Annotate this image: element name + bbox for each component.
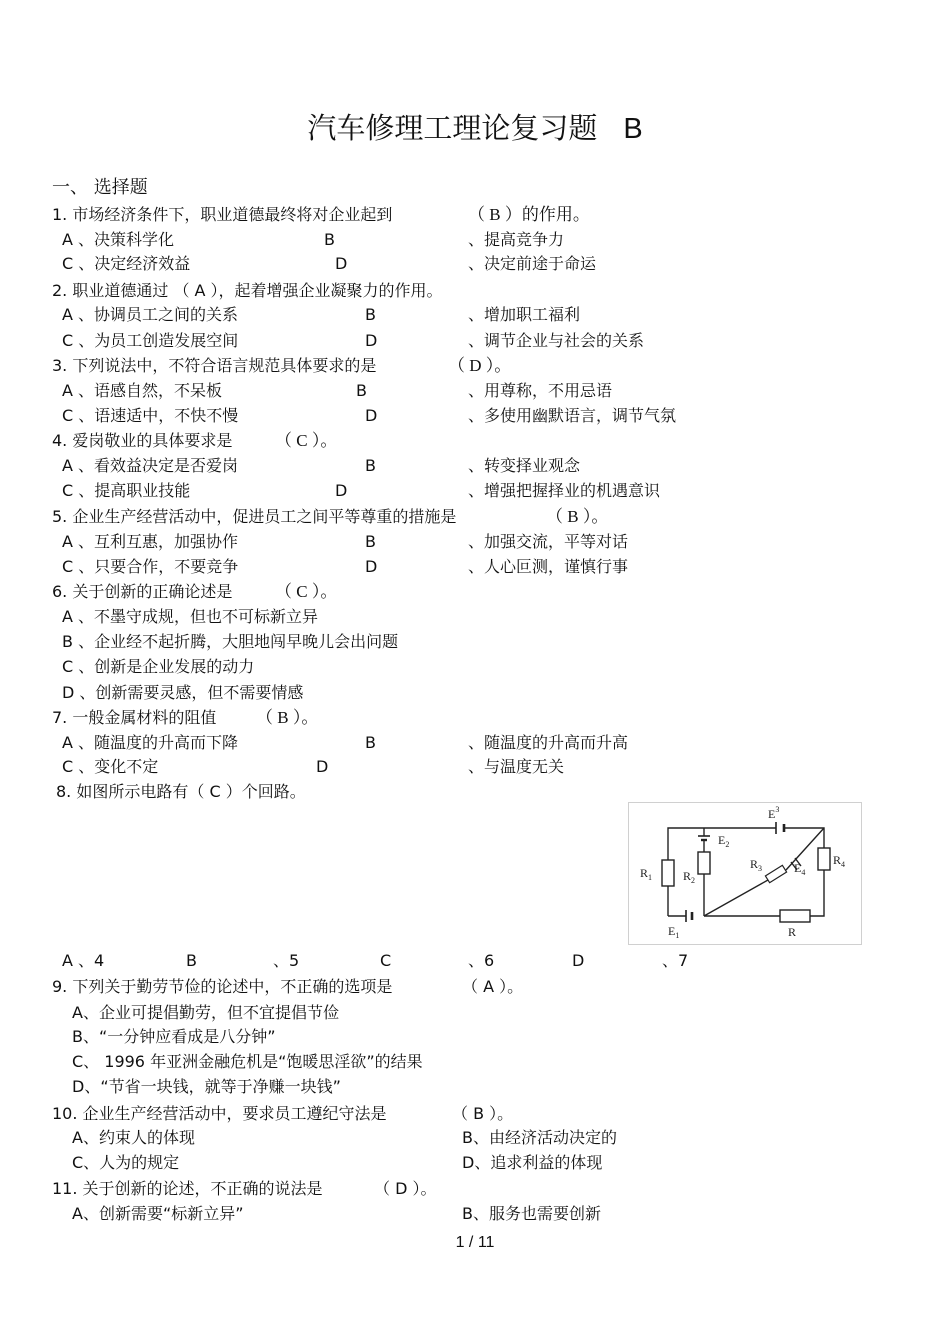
q1-option-c: C 、决定经济效益 <box>62 254 191 273</box>
q8-option-d-letter: D <box>572 951 585 970</box>
label-r3: $R_3$ <box>750 857 763 873</box>
q6-option-d: D 、创新需要灵感，但不需要情感 <box>62 683 304 702</box>
q2-option-a: A 、协调员工之间的关系 <box>62 305 239 324</box>
question-11-stem: 11. 关于创新的论述，不正确的说法是 <box>52 1179 323 1198</box>
q3-option-b-letter: B <box>356 381 367 400</box>
q5-option-d: 、人心叵测，谨慎行事 <box>468 557 629 576</box>
q8-option-b-letter: B <box>186 951 197 970</box>
q9-option-a: A、企业可提倡勤劳，但不宜提倡节俭 <box>72 1003 339 1022</box>
q6-option-b: B 、企业经不起折腾，大胆地闯早晚儿会出问题 <box>62 632 399 651</box>
q7-option-b: 、随温度的升高而升高 <box>468 733 629 752</box>
q8-option-d: 、7 <box>662 951 689 970</box>
q1-option-b-letter: B <box>324 230 335 249</box>
question-6-stem: 6. 关于创新的正确论述是 <box>52 582 233 601</box>
label-r: R <box>788 925 797 939</box>
q3-option-b: 、用尊称，不用忌语 <box>468 381 613 400</box>
q7-option-a: A 、随温度的升高而下降 <box>62 733 239 752</box>
question-5-stem: 5. 企业生产经营活动中，促进员工之间平等尊重的措施是 <box>52 507 457 526</box>
page-number: 1 / 11 <box>455 1234 495 1251</box>
q6-option-a: A 、不墨守成规，但也不可标新立异 <box>62 607 319 626</box>
label-r1: $R_1$ <box>640 866 653 882</box>
q7-option-d-letter: D <box>316 757 329 776</box>
q10-option-c: C、人为的规定 <box>72 1153 180 1172</box>
question-5-answer: （ B ）。 <box>546 507 609 526</box>
q5-option-b-letter: B <box>365 532 376 551</box>
q5-option-c: C 、只要合作，不要竞争 <box>62 557 239 576</box>
q3-option-d: 、多使用幽默语言，调节气氛 <box>468 406 677 425</box>
label-e1: $E_1$ <box>668 924 680 940</box>
label-r2: $R_2$ <box>683 869 696 885</box>
q5-option-d-letter: D <box>365 557 378 576</box>
label-r4: $R_4$ <box>833 853 846 869</box>
question-7-stem: 7. 一般金属材料的阻值 <box>52 708 217 727</box>
question-4-stem: 4. 爱岗敬业的具体要求是 <box>52 431 233 450</box>
question-9-stem: 9. 下列关于勤劳节俭的论述中，不正确的选项是 <box>52 977 393 996</box>
question-1-answer: （ B ）的作用。 <box>468 205 590 224</box>
q8-option-b: 、5 <box>273 951 300 970</box>
q9-option-c: C、 1996 年亚洲金融危机是“饱暖思淫欲”的结果 <box>72 1052 423 1071</box>
q7-option-c: C 、变化不定 <box>62 757 159 776</box>
circuit-diagram <box>628 802 862 945</box>
q10-option-a: A、约束人的体现 <box>72 1128 195 1147</box>
q11-option-a: A、创新需要“标新立异” <box>72 1204 244 1223</box>
q2-option-c: C 、为员工创造发展空间 <box>62 331 239 350</box>
label-e4: $E_4$ <box>794 861 806 877</box>
q7-option-b-letter: B <box>365 733 376 752</box>
q10-option-d: D、追求利益的体现 <box>462 1153 603 1172</box>
q3-option-d-letter: D <box>365 406 378 425</box>
label-e3: $E^3$ <box>768 805 780 821</box>
q1-option-d: 、决定前途于命运 <box>468 254 597 273</box>
q7-option-d: 、与温度无关 <box>468 757 565 776</box>
q8-option-a: A 、4 <box>62 951 105 970</box>
q9-option-d: D、“节省一块钱，就等于净赚一块钱” <box>72 1077 341 1096</box>
q9-option-b: B、“一分钟应看成是八分钟” <box>72 1027 276 1046</box>
q10-option-b: B、由经济活动决定的 <box>462 1128 617 1147</box>
question-3-answer: （ D ）。 <box>448 356 512 375</box>
question-10-answer: （ B ）。 <box>452 1104 514 1123</box>
q2-option-b: 、增加职工福利 <box>468 305 581 324</box>
q4-option-d-letter: D <box>335 481 348 500</box>
q3-option-c: C 、语速适中，不快不慢 <box>62 406 239 425</box>
q2-option-d-letter: D <box>365 331 378 350</box>
q4-option-d: 、增强把握择业的机遇意识 <box>468 481 661 500</box>
label-e2: $E_2$ <box>718 833 730 849</box>
question-3-stem: 3. 下列说法中，不符合语言规范具体要求的是 <box>52 356 377 375</box>
q8-option-c: 、6 <box>468 951 495 970</box>
q1-option-a: A 、决策科学化 <box>62 230 175 249</box>
q5-option-a: A 、互利互惠，加强协作 <box>62 532 239 551</box>
q5-option-b: 、加强交流，平等对话 <box>468 532 629 551</box>
question-6-answer: （ C ）。 <box>275 582 338 601</box>
q2-option-b-letter: B <box>365 305 376 324</box>
question-8-stem: 8. 如图所示电路有（ C ）个回路。 <box>56 782 306 801</box>
q6-option-c: C 、创新是企业发展的动力 <box>62 657 255 676</box>
section-heading: 一、 选择题 <box>52 177 148 198</box>
q8-option-c-letter: C <box>380 951 392 970</box>
question-9-answer: （ A ）。 <box>462 977 524 996</box>
question-11-answer: （ D ）。 <box>374 1179 437 1198</box>
q3-option-a: A 、语感自然，不呆板 <box>62 381 223 400</box>
q11-option-b: B、服务也需要创新 <box>462 1204 601 1223</box>
q1-option-b: 、提高竞争力 <box>468 230 565 249</box>
q1-option-d-letter: D <box>335 254 348 273</box>
question-2-stem: 2. 职业道德通过 （ A ），起着增强企业凝聚力的作用。 <box>52 281 443 300</box>
page-title: 汽车修理工理论复习题 B <box>307 111 643 145</box>
question-7-answer: （ B ）。 <box>256 708 319 727</box>
q4-option-c: C 、提高职业技能 <box>62 481 191 500</box>
q4-option-b-letter: B <box>365 456 376 475</box>
q2-option-d: 、调节企业与社会的关系 <box>468 331 645 350</box>
question-1-stem: 1. 市场经济条件下，职业道德最终将对企业起到 <box>52 205 393 224</box>
q4-option-a: A 、看效益决定是否爱岗 <box>62 456 239 475</box>
q4-option-b: 、转变择业观念 <box>468 456 581 475</box>
question-4-answer: （ C ）。 <box>275 431 338 450</box>
question-10-stem: 10. 企业生产经营活动中，要求员工遵纪守法是 <box>52 1104 387 1123</box>
